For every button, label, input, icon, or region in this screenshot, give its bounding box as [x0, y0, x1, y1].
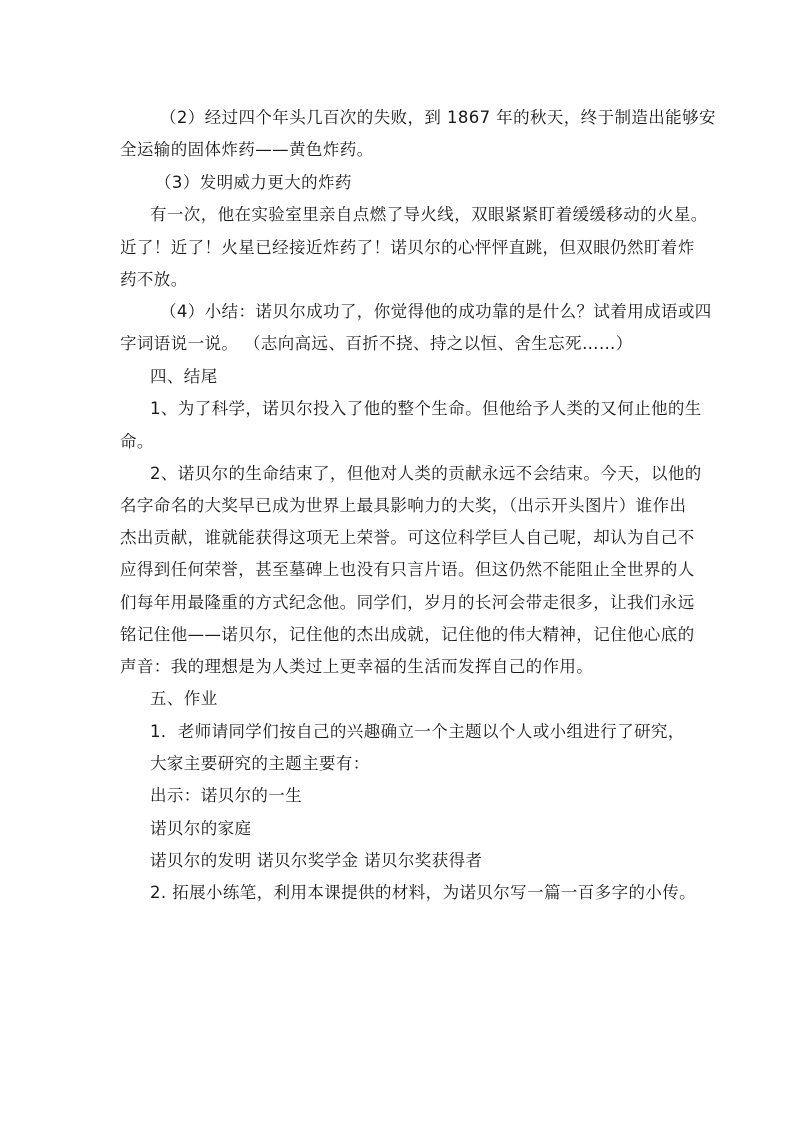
- text-line: 1．老师请同学们按自己的兴趣确立一个主题以个人或小组进行了研究，: [150, 722, 685, 741]
- text-line: 1、为了科学，诺贝尔投入了他的整个生命。但他给予人类的又何止他的生: [150, 399, 702, 418]
- text-line: 应得到任何荣誉，甚至墓碑上也没有只言片语。但这仍然不能阻止全世界的人: [120, 560, 695, 579]
- text-line: 铭记住他——诺贝尔，记住他的杰出成就，记住他的伟大精神，记住他心底的: [120, 625, 695, 644]
- text-line: 诺贝尔的家庭: [150, 819, 252, 838]
- text-line: 命。: [120, 432, 154, 451]
- text-line: 近了！近了！火星已经接近炸药了！诺贝尔的心怦怦直跳，但双眼仍然盯着炸: [120, 238, 695, 257]
- text-line: 声音：我的理想是为人类过上更幸福的生活而发挥自己的作用。: [120, 657, 594, 676]
- text-line: （2）经过四个年头几百次的失败，到 1867 年的秋天，终于制造出能够安: [160, 108, 716, 127]
- text-line: 2. 拓展小练笔，利用本课提供的材料，为诺贝尔写一篇一百多字的小传。: [150, 883, 697, 902]
- text-line: 诺贝尔的发明 诺贝尔奖学金 诺贝尔奖获得者: [150, 851, 483, 870]
- text-line: 杰出贡献，谁就能获得这项无上荣誉。可这位科学巨人自己呢，却认为自己不: [120, 528, 695, 547]
- text-line: 大家主要研究的主题主要有：: [150, 754, 370, 773]
- text-line: （4）小结：诺贝尔成功了，你觉得他的成功靠的是什么？试着用成语或四: [160, 302, 712, 321]
- text-line: 有一次，他在实验室里亲自点燃了导火线，双眼紧紧盯着缓缓移动的火星。: [150, 205, 708, 224]
- section-heading: 五、作业: [150, 689, 218, 708]
- text-line: 名字命名的大奖早已成为世界上最具影响力的大奖，（出示开头图片）谁作出: [120, 496, 687, 515]
- text-line: 出示：诺贝尔的一生: [150, 786, 303, 805]
- section-heading: （3）发明威力更大的炸药: [155, 173, 352, 192]
- section-heading: 四、结尾: [150, 367, 218, 386]
- text-line: 们每年用最隆重的方式纪念他。同学们，岁月的长河会带走很多，让我们永远: [120, 593, 695, 612]
- text-line: 2、诺贝尔的生命结束了，但他对人类的贡献永远不会结束。今天，以他的: [150, 464, 702, 483]
- text-line: 全运输的固体炸药——黄色炸药。: [120, 140, 374, 159]
- text-line: 药不放。: [120, 270, 188, 289]
- text-line: 字词语说一说。 （志向高远、百折不挠、持之以恒、舍生忘死……）: [120, 334, 633, 353]
